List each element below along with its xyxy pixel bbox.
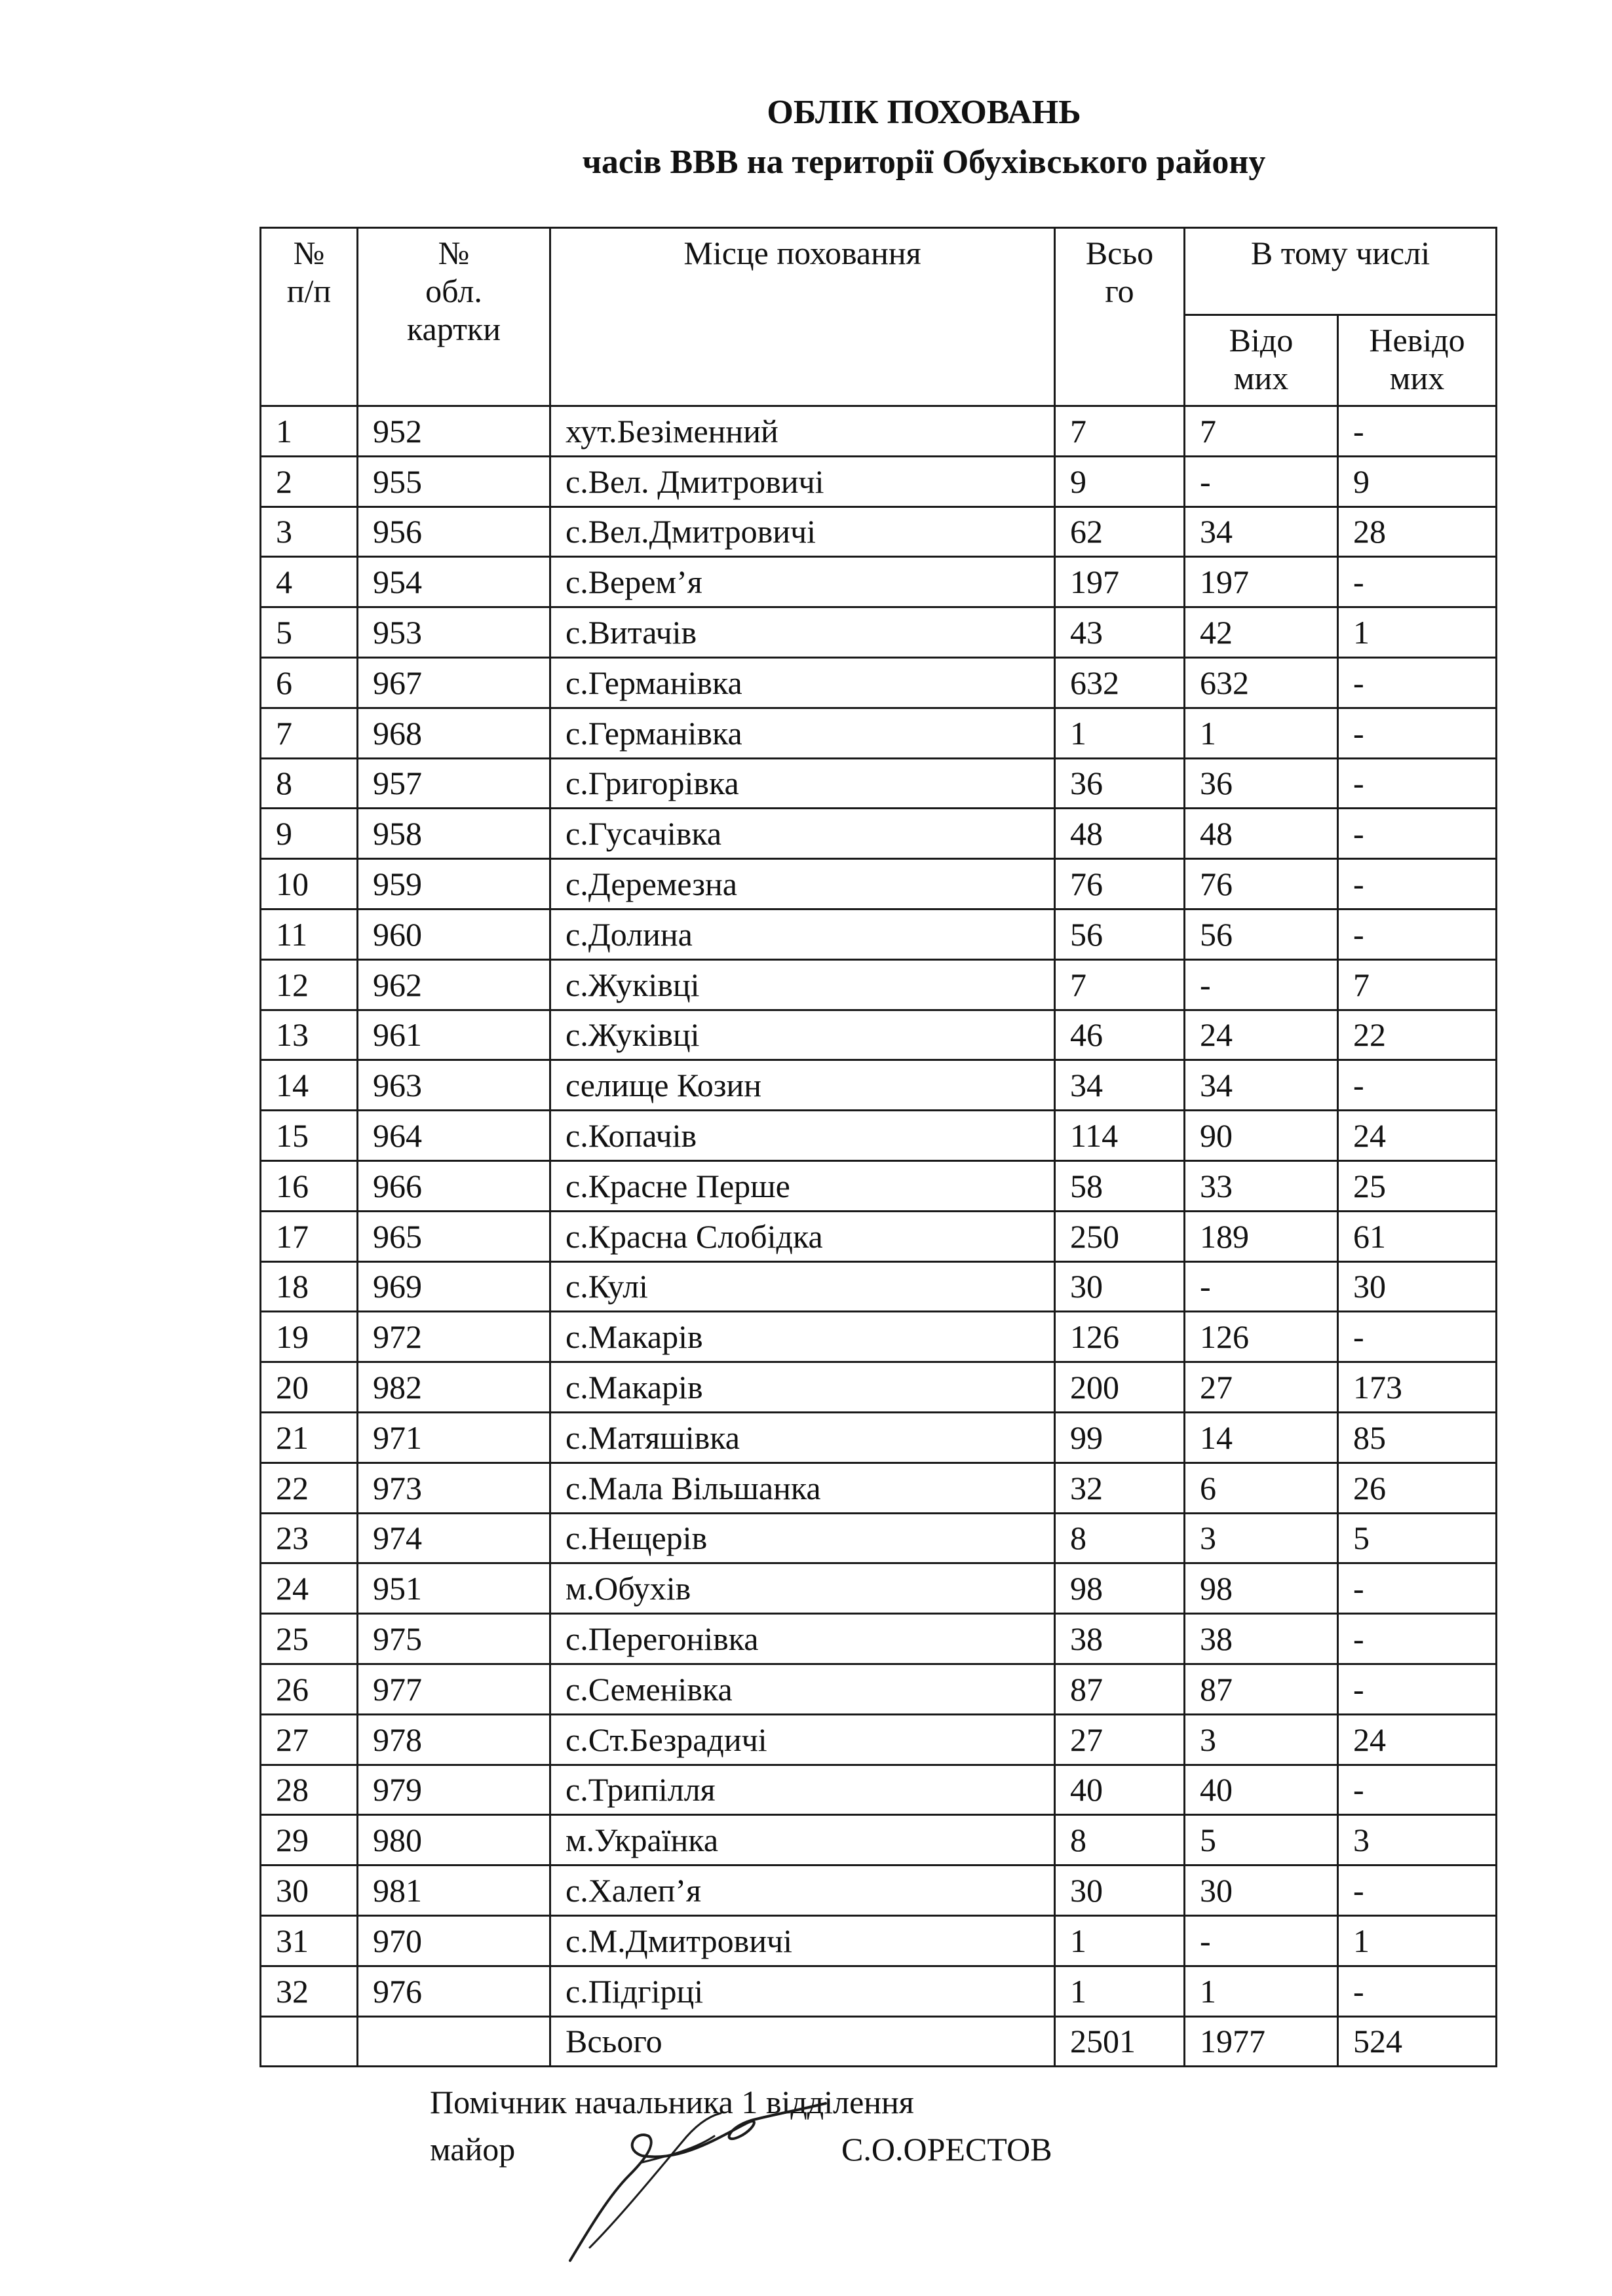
unknown-cell: - xyxy=(1338,909,1497,959)
burial-place-cell: с.Трипілля xyxy=(550,1765,1055,1815)
unknown-cell: - xyxy=(1338,1966,1497,2016)
unknown-cell: - xyxy=(1338,1765,1497,1815)
burial-place-cell: с.Витачів xyxy=(550,607,1055,658)
row-number-cell: 3 xyxy=(261,507,358,557)
known-cell: 42 xyxy=(1185,607,1338,658)
card-number-cell: 973 xyxy=(358,1463,550,1513)
known-cell: 3 xyxy=(1185,1513,1338,1563)
card-number-cell: 956 xyxy=(358,507,550,557)
card-number-cell: 955 xyxy=(358,456,550,507)
row-number-cell: 31 xyxy=(261,1915,358,1966)
row-number-cell: 32 xyxy=(261,1966,358,2016)
total-cell: 98 xyxy=(1055,1563,1185,1614)
burial-place-cell: с.М.Дмитровичі xyxy=(550,1915,1055,1966)
table-row xyxy=(261,507,1497,557)
known-cell: 76 xyxy=(1185,859,1338,909)
burial-place-cell: с.Григорівка xyxy=(550,758,1055,809)
card-number-cell: 966 xyxy=(358,1160,550,1211)
total-cell: 34 xyxy=(1055,1060,1185,1111)
row-number-cell: 19 xyxy=(261,1312,358,1362)
row-number-cell: 14 xyxy=(261,1060,358,1111)
unknown-cell: - xyxy=(1338,1614,1497,1664)
total-cell: 7 xyxy=(1055,959,1185,1010)
known-cell: 87 xyxy=(1185,1664,1338,1714)
card-number-cell xyxy=(358,2016,550,2067)
total-cell: 30 xyxy=(1055,1866,1185,1916)
table-row xyxy=(261,1060,1497,1111)
known-cell: 98 xyxy=(1185,1563,1338,1614)
row-number-cell: 9 xyxy=(261,809,358,859)
card-number-cell: 981 xyxy=(358,1866,550,1916)
known-cell: 36 xyxy=(1185,758,1338,809)
total-cell: 27 xyxy=(1055,1714,1185,1765)
table-row xyxy=(261,1915,1497,1966)
table-row xyxy=(261,406,1497,457)
row-number-cell: 12 xyxy=(261,959,358,1010)
burials-table-body xyxy=(261,406,1497,2067)
burial-place-cell: с.Перегонівка xyxy=(550,1614,1055,1664)
signature-name: С.О.ОРЕСТОВ xyxy=(841,2131,1052,2168)
known-cell: 1 xyxy=(1185,1966,1338,2016)
row-number-cell: 18 xyxy=(261,1261,358,1312)
burial-place-cell: с.Нещерів xyxy=(550,1513,1055,1563)
total-cell: 8 xyxy=(1055,1513,1185,1563)
known-cell: 24 xyxy=(1185,1010,1338,1060)
burial-place-cell: с.Деремезна xyxy=(550,859,1055,909)
card-number-cell: 958 xyxy=(358,809,550,859)
table-row xyxy=(261,1513,1497,1563)
burial-place-cell: с.Макарів xyxy=(550,1312,1055,1362)
card-number-cell: 979 xyxy=(358,1765,550,1815)
unknown-cell: - xyxy=(1338,859,1497,909)
header-unknown: Невідо мих xyxy=(1338,315,1497,406)
card-number-cell: 977 xyxy=(358,1664,550,1714)
card-number-cell: 970 xyxy=(358,1915,550,1966)
total-cell: 48 xyxy=(1055,809,1185,859)
table-row xyxy=(261,557,1497,607)
row-number-cell: 2 xyxy=(261,456,358,507)
row-number-cell: 29 xyxy=(261,1815,358,1866)
table-row xyxy=(261,1362,1497,1413)
burial-place-cell: с.Халеп’я xyxy=(550,1866,1055,1916)
table-row xyxy=(261,1111,1497,1161)
header-including: В тому числі xyxy=(1185,228,1497,315)
known-cell: 197 xyxy=(1185,557,1338,607)
card-number-cell: 976 xyxy=(358,1966,550,2016)
table-row xyxy=(261,1714,1497,1765)
unknown-cell: 22 xyxy=(1338,1010,1497,1060)
total-cell: 46 xyxy=(1055,1010,1185,1060)
row-number-cell: 26 xyxy=(261,1664,358,1714)
unknown-cell: - xyxy=(1338,1664,1497,1714)
total-cell: 200 xyxy=(1055,1362,1185,1413)
burial-place-cell: с.Долина xyxy=(550,909,1055,959)
card-number-cell: 968 xyxy=(358,708,550,758)
row-number-cell: 10 xyxy=(261,859,358,909)
burial-place-cell: с.Підгірці xyxy=(550,1966,1055,2016)
known-cell: 632 xyxy=(1185,657,1338,708)
table-row xyxy=(261,859,1497,909)
unknown-cell: - xyxy=(1338,708,1497,758)
known-cell: 6 xyxy=(1185,1463,1338,1513)
table-row xyxy=(261,607,1497,658)
row-number-cell: 7 xyxy=(261,708,358,758)
known-cell: 40 xyxy=(1185,1765,1338,1815)
table-row xyxy=(261,1765,1497,1815)
known-cell: 56 xyxy=(1185,909,1338,959)
card-number-cell: 982 xyxy=(358,1362,550,1413)
table-row xyxy=(261,1664,1497,1714)
row-number-cell: 8 xyxy=(261,758,358,809)
row-number-cell: 5 xyxy=(261,607,358,658)
handwritten-signature xyxy=(550,2064,839,2274)
known-cell: 48 xyxy=(1185,809,1338,859)
table-row xyxy=(261,809,1497,859)
unknown-cell: 24 xyxy=(1338,1111,1497,1161)
unknown-cell: 25 xyxy=(1338,1160,1497,1211)
card-number-cell: 972 xyxy=(358,1312,550,1362)
burial-place-cell: с.Мала Вільшанка xyxy=(550,1463,1055,1513)
card-number-cell: 957 xyxy=(358,758,550,809)
burial-place-cell: с.Красна Слобідка xyxy=(550,1211,1055,1261)
known-cell: - xyxy=(1185,1915,1338,1966)
card-number-cell: 964 xyxy=(358,1111,550,1161)
table-row xyxy=(261,1312,1497,1362)
card-number-cell: 974 xyxy=(358,1513,550,1563)
card-number-cell: 978 xyxy=(358,1714,550,1765)
total-cell: 2501 xyxy=(1055,2016,1185,2067)
card-number-cell: 959 xyxy=(358,859,550,909)
burial-place-cell: с.Верем’я xyxy=(550,557,1055,607)
table-row xyxy=(261,708,1497,758)
signature-position: Помічник начальника 1 відділення xyxy=(430,2084,914,2120)
table-row xyxy=(261,1815,1497,1866)
unknown-cell: - xyxy=(1338,1866,1497,1916)
burial-place-cell: с.Ст.Безрадичі xyxy=(550,1714,1055,1765)
row-number-cell: 11 xyxy=(261,909,358,959)
known-cell: 3 xyxy=(1185,1714,1338,1765)
burial-place-cell: селище Козин xyxy=(550,1060,1055,1111)
table-row xyxy=(261,1010,1497,1060)
row-number-cell xyxy=(261,2016,358,2067)
row-number-cell: 17 xyxy=(261,1211,358,1261)
known-cell: 1977 xyxy=(1185,2016,1338,2067)
table-row xyxy=(261,758,1497,809)
burial-place-cell: Всього xyxy=(550,2016,1055,2067)
burial-place-cell: с.Жуківці xyxy=(550,1010,1055,1060)
burial-place-cell: с.Вел.Дмитровичі xyxy=(550,507,1055,557)
known-cell: - xyxy=(1185,959,1338,1010)
table-row xyxy=(261,1563,1497,1614)
burial-place-cell: хут.Безіменний xyxy=(550,406,1055,457)
card-number-cell: 954 xyxy=(358,557,550,607)
row-number-cell: 22 xyxy=(261,1463,358,1513)
total-cell: 99 xyxy=(1055,1412,1185,1463)
unknown-cell: - xyxy=(1338,1060,1497,1111)
total-cell: 7 xyxy=(1055,406,1185,457)
card-number-cell: 952 xyxy=(358,406,550,457)
unknown-cell: - xyxy=(1338,809,1497,859)
row-number-cell: 15 xyxy=(261,1111,358,1161)
total-cell: 114 xyxy=(1055,1111,1185,1161)
known-cell: 1 xyxy=(1185,708,1338,758)
burial-place-cell: с.Кулі xyxy=(550,1261,1055,1312)
total-row xyxy=(261,2016,1497,2067)
unknown-cell: - xyxy=(1338,406,1497,457)
row-number-cell: 16 xyxy=(261,1160,358,1211)
row-number-cell: 24 xyxy=(261,1563,358,1614)
total-cell: 58 xyxy=(1055,1160,1185,1211)
unknown-cell: 1 xyxy=(1338,607,1497,658)
burial-place-cell: с.Матяшівка xyxy=(550,1412,1055,1463)
header-total: Всьо го xyxy=(1055,228,1185,406)
table-row xyxy=(261,1412,1497,1463)
row-number-cell: 20 xyxy=(261,1362,358,1413)
row-number-cell: 21 xyxy=(261,1412,358,1463)
total-cell: 40 xyxy=(1055,1765,1185,1815)
card-number-cell: 953 xyxy=(358,607,550,658)
total-cell: 1 xyxy=(1055,708,1185,758)
total-cell: 76 xyxy=(1055,859,1185,909)
unknown-cell: - xyxy=(1338,1563,1497,1614)
burial-place-cell: с.Гусачівка xyxy=(550,809,1055,859)
unknown-cell: 9 xyxy=(1338,456,1497,507)
total-cell: 38 xyxy=(1055,1614,1185,1664)
burial-place-cell: с.Семенівка xyxy=(550,1664,1055,1714)
unknown-cell: 24 xyxy=(1338,1714,1497,1765)
unknown-cell: 524 xyxy=(1338,2016,1497,2067)
total-cell: 43 xyxy=(1055,607,1185,658)
table-row xyxy=(261,657,1497,708)
unknown-cell: 61 xyxy=(1338,1211,1497,1261)
table-row xyxy=(261,909,1497,959)
signature-rank: майор xyxy=(430,2131,516,2168)
burial-place-cell: с.Красне Перше xyxy=(550,1160,1055,1211)
row-number-cell: 1 xyxy=(261,406,358,457)
total-cell: 56 xyxy=(1055,909,1185,959)
known-cell: - xyxy=(1185,456,1338,507)
header-burial-place: Місце поховання xyxy=(550,228,1055,406)
table-row xyxy=(261,1261,1497,1312)
table-row xyxy=(261,1614,1497,1664)
known-cell: 30 xyxy=(1185,1866,1338,1916)
document-title: ОБЛІК ПОХОВАНЬ xyxy=(767,94,1081,131)
card-number-cell: 951 xyxy=(358,1563,550,1614)
burial-place-cell: с.Макарів xyxy=(550,1362,1055,1413)
total-cell: 1 xyxy=(1055,1966,1185,2016)
card-number-cell: 980 xyxy=(358,1815,550,1866)
total-cell: 36 xyxy=(1055,758,1185,809)
burial-place-cell: м.Українка xyxy=(550,1815,1055,1866)
row-number-cell: 6 xyxy=(261,657,358,708)
total-cell: 32 xyxy=(1055,1463,1185,1513)
known-cell: 38 xyxy=(1185,1614,1338,1664)
total-cell: 8 xyxy=(1055,1815,1185,1866)
card-number-cell: 975 xyxy=(358,1614,550,1664)
row-number-cell: 27 xyxy=(261,1714,358,1765)
total-cell: 87 xyxy=(1055,1664,1185,1714)
total-cell: 30 xyxy=(1055,1261,1185,1312)
total-cell: 250 xyxy=(1055,1211,1185,1261)
unknown-cell: - xyxy=(1338,657,1497,708)
burial-place-cell: с.Германівка xyxy=(550,657,1055,708)
card-number-cell: 960 xyxy=(358,909,550,959)
burial-place-cell: с.Жуківці xyxy=(550,959,1055,1010)
unknown-cell: - xyxy=(1338,1312,1497,1362)
row-number-cell: 4 xyxy=(261,557,358,607)
table-row xyxy=(261,1966,1497,2016)
burials-table xyxy=(259,227,1497,2067)
table-row xyxy=(261,959,1497,1010)
unknown-cell: 85 xyxy=(1338,1412,1497,1463)
known-cell: 33 xyxy=(1185,1160,1338,1211)
table-row xyxy=(261,1463,1497,1513)
header-known: Відо мих xyxy=(1185,315,1338,406)
unknown-cell: 7 xyxy=(1338,959,1497,1010)
card-number-cell: 967 xyxy=(358,657,550,708)
known-cell: 34 xyxy=(1185,1060,1338,1111)
total-cell: 1 xyxy=(1055,1915,1185,1966)
card-number-cell: 965 xyxy=(358,1211,550,1261)
row-number-cell: 23 xyxy=(261,1513,358,1563)
known-cell: - xyxy=(1185,1261,1338,1312)
total-cell: 632 xyxy=(1055,657,1185,708)
document-subtitle: часів ВВВ на території Обухівського району xyxy=(582,144,1266,181)
known-cell: 34 xyxy=(1185,507,1338,557)
burial-place-cell: с.Вел. Дмитровичі xyxy=(550,456,1055,507)
card-number-cell: 961 xyxy=(358,1010,550,1060)
unknown-cell: - xyxy=(1338,557,1497,607)
total-cell: 126 xyxy=(1055,1312,1185,1362)
unknown-cell: 173 xyxy=(1338,1362,1497,1413)
row-number-cell: 30 xyxy=(261,1866,358,1916)
row-number-cell: 13 xyxy=(261,1010,358,1060)
known-cell: 27 xyxy=(1185,1362,1338,1413)
table-row xyxy=(261,1160,1497,1211)
row-number-cell: 25 xyxy=(261,1614,358,1664)
unknown-cell: 3 xyxy=(1338,1815,1497,1866)
known-cell: 189 xyxy=(1185,1211,1338,1261)
known-cell: 126 xyxy=(1185,1312,1338,1362)
card-number-cell: 969 xyxy=(358,1261,550,1312)
total-cell: 62 xyxy=(1055,507,1185,557)
unknown-cell: - xyxy=(1338,758,1497,809)
known-cell: 14 xyxy=(1185,1412,1338,1463)
row-number-cell: 28 xyxy=(261,1765,358,1815)
known-cell: 90 xyxy=(1185,1111,1338,1161)
burial-place-cell: м.Обухів xyxy=(550,1563,1055,1614)
table-row xyxy=(261,1211,1497,1261)
burial-place-cell: с.Копачів xyxy=(550,1111,1055,1161)
unknown-cell: 26 xyxy=(1338,1463,1497,1513)
header-row-number: № п/п xyxy=(261,228,358,406)
table-row xyxy=(261,1866,1497,1916)
card-number-cell: 971 xyxy=(358,1412,550,1463)
unknown-cell: 5 xyxy=(1338,1513,1497,1563)
unknown-cell: 1 xyxy=(1338,1915,1497,1966)
known-cell: 7 xyxy=(1185,406,1338,457)
table-row xyxy=(261,456,1497,507)
known-cell: 5 xyxy=(1185,1815,1338,1866)
total-cell: 9 xyxy=(1055,456,1185,507)
card-number-cell: 962 xyxy=(358,959,550,1010)
unknown-cell: 30 xyxy=(1338,1261,1497,1312)
unknown-cell: 28 xyxy=(1338,507,1497,557)
burial-place-cell: с.Германівка xyxy=(550,708,1055,758)
card-number-cell: 963 xyxy=(358,1060,550,1111)
header-card-number: № обл. картки xyxy=(358,228,550,406)
total-cell: 197 xyxy=(1055,557,1185,607)
